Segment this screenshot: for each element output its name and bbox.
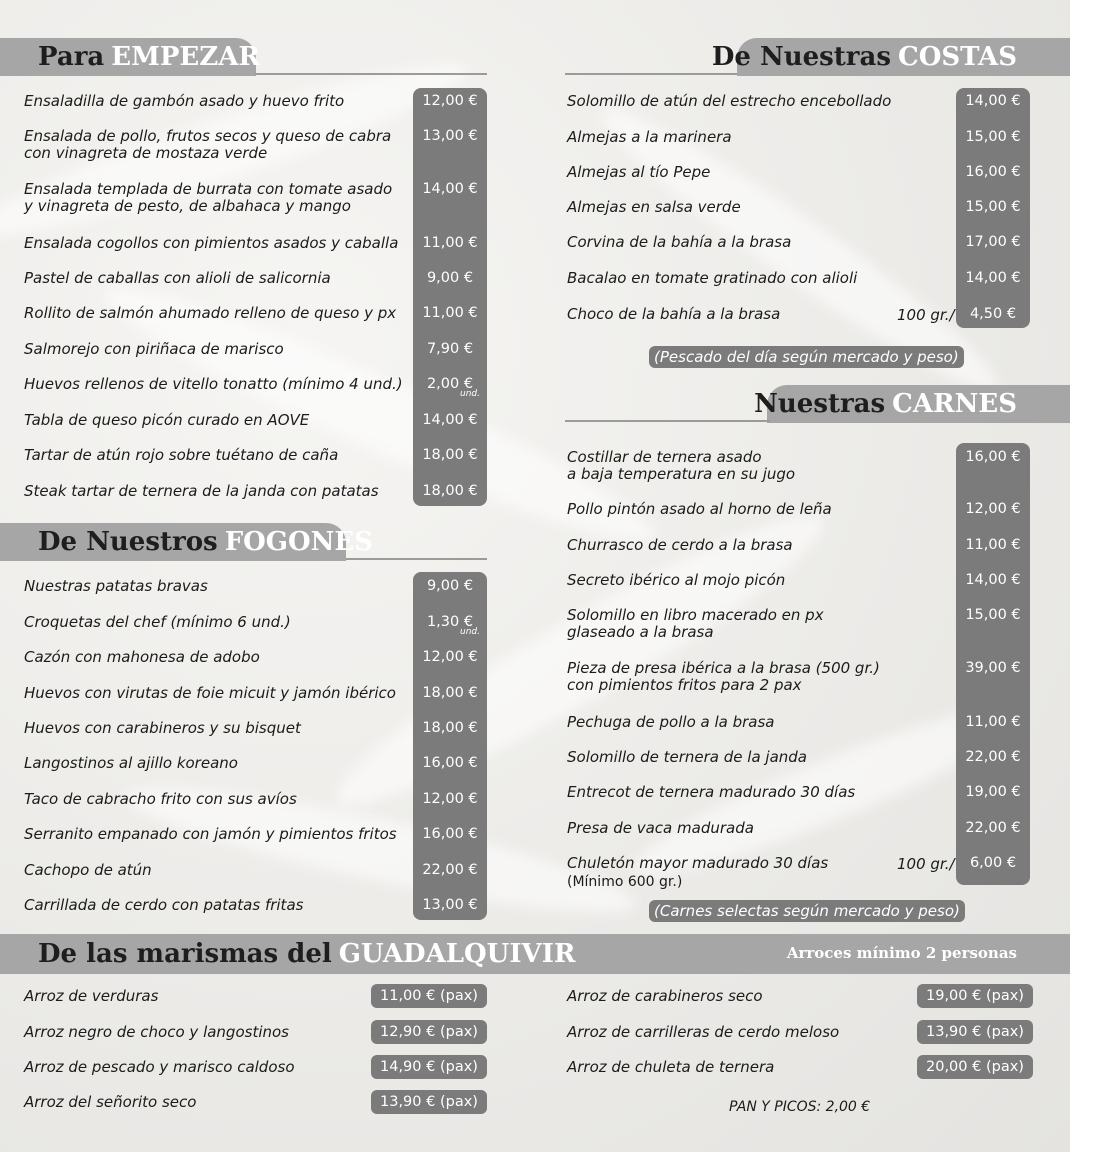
menu-item	[567, 714, 775, 731]
divider	[565, 73, 737, 75]
price-value: 22,00 €	[422, 862, 478, 878]
section-title-highlight: EMPEZAR	[111, 42, 260, 72]
menu-item-name: Cazón con mahonesa de adobo	[24, 648, 260, 666]
section-title: Para	[38, 42, 105, 72]
menu-item-name: a baja temperatura en su jugo	[567, 465, 796, 483]
menu-item	[24, 826, 397, 843]
menu-item	[24, 270, 331, 287]
rice-item-price: 13,90 € (pax)	[371, 1090, 487, 1114]
menu-item-price	[957, 820, 1029, 837]
menu-item-name: Langostinos al ajillo koreano	[24, 754, 238, 772]
menu-item-price	[957, 164, 1029, 181]
price-unit-label: 100 gr./	[897, 855, 955, 873]
price-value: 16,00 €	[965, 164, 1021, 180]
menu-item	[567, 93, 891, 110]
menu-item-price	[957, 270, 1029, 287]
menu-item-price	[957, 501, 1029, 518]
menu-item-price	[414, 447, 486, 464]
menu-item-price	[414, 755, 486, 772]
price-value: 16,00 €	[422, 826, 478, 842]
price-value: 22,00 €	[965, 820, 1021, 836]
menu-item-name: Almejas al tío Pepe	[567, 163, 711, 181]
menu-item-name: Ensalada cogollos con pimientos asados y caballa	[24, 234, 399, 252]
rice-item-name: Arroz de carabineros seco	[567, 987, 763, 1005]
price-value: 18,00 €	[422, 483, 478, 499]
menu-item-price	[414, 341, 486, 358]
price-value: 11,00 €	[965, 714, 1021, 730]
menu-item-name: Bacalao en tomate gratinado con alioli	[567, 269, 858, 287]
menu-item-name: Huevos con virutas de foie micuit y jamón ibérico	[24, 684, 396, 702]
menu-item-price	[414, 376, 486, 399]
price-value: 11,00 €	[422, 235, 478, 251]
section-title-highlight: CARNES	[892, 389, 1017, 419]
price-value: 22,00 €	[965, 749, 1021, 765]
menu-item-price	[414, 578, 486, 595]
price-value: 18,00 €	[422, 447, 478, 463]
price-value: 14,00 €	[965, 270, 1021, 286]
menu-item-name: Almejas en salsa verde	[567, 198, 741, 216]
rice-item-price: 19,00 € (pax)	[917, 984, 1033, 1008]
price-value: 11,00 €	[422, 305, 478, 321]
price-value: 18,00 €	[422, 685, 478, 701]
menu-item	[567, 306, 780, 323]
section-header-costas	[711, 38, 1070, 76]
price-value: 16,00 €	[422, 755, 478, 771]
price-value: 9,00 €	[426, 270, 474, 286]
menu-item-name: Pieza de presa ibérica a la brasa (500 gr.)	[567, 659, 880, 677]
section-header-empezar	[0, 38, 260, 76]
menu-item-name: con pimientos fritos para 2 pax	[567, 676, 802, 694]
menu-item	[567, 270, 857, 287]
menu-item-name: Solomillo en libro macerado en px	[567, 606, 824, 624]
rice-item-name: Arroz del señorito seco	[24, 1093, 197, 1111]
menu-item	[24, 614, 291, 631]
rice-item-name: Arroz de verduras	[24, 987, 159, 1005]
menu-item	[24, 412, 309, 429]
price-value: 15,00 €	[965, 607, 1021, 623]
divider	[255, 73, 487, 75]
menu-item-price	[414, 181, 486, 198]
menu-item-name: Huevos rellenos de vitello tonatto (mínimo 4 und.)	[24, 375, 403, 393]
divider	[346, 558, 487, 560]
menu-item	[567, 537, 793, 554]
menu-item	[24, 128, 391, 162]
menu-item-price	[414, 235, 486, 252]
menu-item-name: Churrasco de cerdo a la brasa	[567, 536, 793, 554]
menu-item-name: Ensalada templada de burrata con tomate asado	[24, 180, 393, 198]
price-value: 13,00 €	[422, 128, 478, 144]
bread-price-note: PAN Y PICOS: 2,00 €	[729, 1099, 871, 1115]
menu-item-price	[414, 412, 486, 429]
menu-item	[24, 897, 303, 914]
menu-item-name: Rollito de salmón ahumado relleno de queso y px	[24, 304, 397, 322]
menu-item	[24, 483, 379, 500]
section-header-marismas	[0, 934, 1070, 974]
menu-item	[24, 862, 152, 879]
menu-item-name: y vinagreta de pesto, de albahaca y mango	[24, 197, 351, 215]
menu-item-price	[414, 826, 486, 843]
menu-item-name: Corvina de la bahía a la brasa	[567, 233, 792, 251]
menu-item-price	[957, 449, 1029, 466]
price-column-empezar	[413, 88, 487, 506]
menu-item	[567, 607, 824, 641]
menu-item	[567, 501, 832, 518]
price-value: 12,00 €	[965, 501, 1021, 517]
menu-item	[24, 376, 403, 393]
price-value: 2,00 €	[426, 376, 474, 392]
menu-item-price	[957, 306, 1029, 323]
menu-item-price	[414, 862, 486, 879]
menu-item-name: Serranito empanado con jamón y pimientos fritos	[24, 825, 397, 843]
menu-item-name: Nuestras patatas bravas	[24, 577, 208, 595]
menu-item-price	[414, 791, 486, 808]
menu-item-price	[957, 749, 1029, 766]
menu-item-price	[414, 270, 486, 287]
menu-item-price	[957, 607, 1029, 624]
rice-item-name: Arroz de chuleta de ternera	[567, 1058, 775, 1076]
menu-item	[567, 199, 741, 216]
menu-item-name: Cachopo de atún	[24, 861, 152, 879]
price-value: 16,00 €	[965, 449, 1021, 465]
price-value: 15,00 €	[965, 199, 1021, 215]
menu-item-name: Pastel de caballas con alioli de salicornia	[24, 269, 331, 287]
menu-item-price	[414, 305, 486, 322]
menu-item-name: Carrillada de cerdo con patatas fritas	[24, 896, 304, 914]
rice-item-name: Arroz de carrilleras de cerdo meloso	[567, 1023, 840, 1041]
price-value: 11,00 €	[965, 537, 1021, 553]
menu-item-price	[957, 537, 1029, 554]
divider	[565, 420, 770, 422]
price-value: 39,00 €	[965, 660, 1021, 676]
menu-item-name: con vinagreta de mostaza verde	[24, 144, 268, 162]
menu-item-name: Presa de vaca madurada	[567, 819, 754, 837]
menu-item	[24, 649, 260, 666]
menu-item-name: Almejas a la marinera	[567, 128, 732, 146]
menu-item-name: Ensalada de pollo, frutos secos y queso de cabra	[24, 127, 392, 145]
menu-item	[24, 755, 238, 772]
menu-item-name: Salmorejo con piriñaca de marisco	[24, 340, 284, 358]
fish-market-note: (Pescado del día según mercado y peso)	[649, 346, 964, 368]
price-value: 17,00 €	[965, 234, 1021, 250]
menu-item	[24, 720, 301, 737]
menu-item	[24, 93, 344, 110]
menu-item	[567, 784, 855, 801]
section-title-highlight: GUADALQUIVIR	[338, 939, 576, 969]
menu-item	[567, 129, 732, 146]
rice-item-name: Arroz negro de choco y langostinos	[24, 1023, 289, 1041]
price-value: 19,00 €	[965, 784, 1021, 800]
price-value: 14,00 €	[965, 93, 1021, 109]
section-title: De Nuestros	[38, 527, 218, 557]
menu-item-name: Steak tartar de ternera de la janda con patatas	[24, 482, 379, 500]
menu-item-name: Secreto ibérico al mojo picón	[567, 571, 786, 589]
menu-item-name: Tartar de atún rojo sobre tuétano de caña	[24, 446, 339, 464]
rice-item-price: 11,00 € (pax)	[371, 984, 487, 1008]
menu-item-name: Pollo pintón asado al horno de leña	[567, 500, 832, 518]
meat-market-note: (Carnes selectas según mercado y peso)	[649, 900, 965, 922]
menu-item	[567, 660, 880, 694]
price-value: 18,00 €	[422, 720, 478, 736]
menu-item-price	[414, 897, 486, 914]
menu-item-price	[414, 720, 486, 737]
menu-item-name: Costillar de ternera asado	[567, 448, 762, 466]
rice-item-price: 20,00 € (pax)	[917, 1055, 1033, 1079]
menu-item	[24, 235, 398, 252]
price-value: 12,00 €	[422, 649, 478, 665]
menu-item	[567, 820, 754, 837]
rice-minimum-note: Arroces mínimo 2 personas	[786, 944, 1017, 962]
section-title: De Nuestras	[711, 42, 891, 72]
price-value: 12,00 €	[422, 791, 478, 807]
price-value: 1,30 €	[426, 614, 474, 630]
price-value: 15,00 €	[965, 129, 1021, 145]
menu-item	[24, 341, 284, 358]
price-value: 6,00 €	[969, 855, 1017, 871]
price-value: 14,00 €	[422, 412, 478, 428]
menu-item-name: glaseado a la brasa	[567, 623, 714, 641]
rice-item-price: 13,90 € (pax)	[917, 1020, 1033, 1044]
price-value: 14,00 €	[422, 181, 478, 197]
rice-item-name: Arroz de pescado y marisco caldoso	[24, 1058, 295, 1076]
menu-item-price	[414, 649, 486, 666]
menu-item	[24, 305, 396, 322]
price-value: 12,00 €	[422, 93, 478, 109]
price-value: 13,00 €	[422, 897, 478, 913]
menu-item	[24, 447, 338, 464]
price-value: 4,50 €	[969, 306, 1017, 322]
menu-item-name: Croquetas del chef (mínimo 6 und.)	[24, 613, 291, 631]
menu-item-price	[414, 128, 486, 145]
section-title-highlight: COSTAS	[898, 42, 1017, 72]
menu-item	[567, 234, 791, 251]
menu-item-price	[957, 129, 1029, 146]
menu-item-price	[414, 685, 486, 702]
menu-item-price	[414, 483, 486, 500]
menu-item-price	[957, 784, 1029, 801]
price-unit-label: 100 gr./	[897, 306, 955, 324]
menu-item-price	[957, 572, 1029, 589]
menu-item	[24, 578, 208, 595]
menu-item-name: Solomillo de ternera de la janda	[567, 748, 807, 766]
menu-item-name: Tabla de queso picón curado en AOVE	[24, 411, 310, 429]
price-value: 7,90 €	[426, 341, 474, 357]
menu-item-name: Ensaladilla de gambón asado y huevo frito	[24, 92, 345, 110]
menu-item-name: Taco de cabracho frito con sus avíos	[24, 790, 297, 808]
menu-item	[24, 685, 396, 702]
menu-item	[567, 572, 785, 589]
price-unit: und.	[460, 389, 480, 399]
menu-item	[24, 791, 297, 808]
menu-item-price	[957, 660, 1029, 677]
menu-item-price	[957, 199, 1029, 216]
menu-item-name: Chuletón mayor madurado 30 días	[567, 854, 829, 872]
menu-item	[567, 449, 795, 483]
section-title: Nuestras	[754, 389, 886, 419]
rice-item-price: 12,90 € (pax)	[371, 1020, 487, 1044]
menu-item-name: Entrecot de ternera madurado 30 días	[567, 783, 856, 801]
page-margin	[1070, 0, 1114, 1152]
menu-item	[24, 181, 392, 215]
menu-item-price	[414, 614, 486, 637]
menu-item-price	[957, 93, 1029, 110]
section-header-fogones	[0, 523, 374, 561]
menu-item-name: Solomillo de atún del estrecho encebollado	[567, 92, 892, 110]
section-header-carnes	[754, 385, 1070, 423]
menu-item-name: Huevos con carabineros y su bisquet	[24, 719, 301, 737]
menu-item	[567, 749, 807, 766]
rice-item-price: 14,90 € (pax)	[371, 1055, 487, 1079]
section-title-highlight: FOGONES	[224, 527, 374, 557]
menu-item	[567, 855, 828, 891]
menu-item-price	[957, 714, 1029, 731]
menu-item-name: Pechuga de pollo a la brasa	[567, 713, 775, 731]
menu-item-price	[414, 93, 486, 110]
menu-item-name: Choco de la bahía a la brasa	[567, 305, 781, 323]
price-unit: und.	[460, 627, 480, 637]
price-value: 9,00 €	[426, 578, 474, 594]
section-title: De las marismas del	[38, 939, 332, 969]
menu-item-price	[957, 234, 1029, 251]
menu-item	[567, 164, 710, 181]
menu-item-note: (Mínimo 600 gr.)	[567, 874, 683, 890]
price-value: 14,00 €	[965, 572, 1021, 588]
menu-item-price	[957, 855, 1029, 872]
